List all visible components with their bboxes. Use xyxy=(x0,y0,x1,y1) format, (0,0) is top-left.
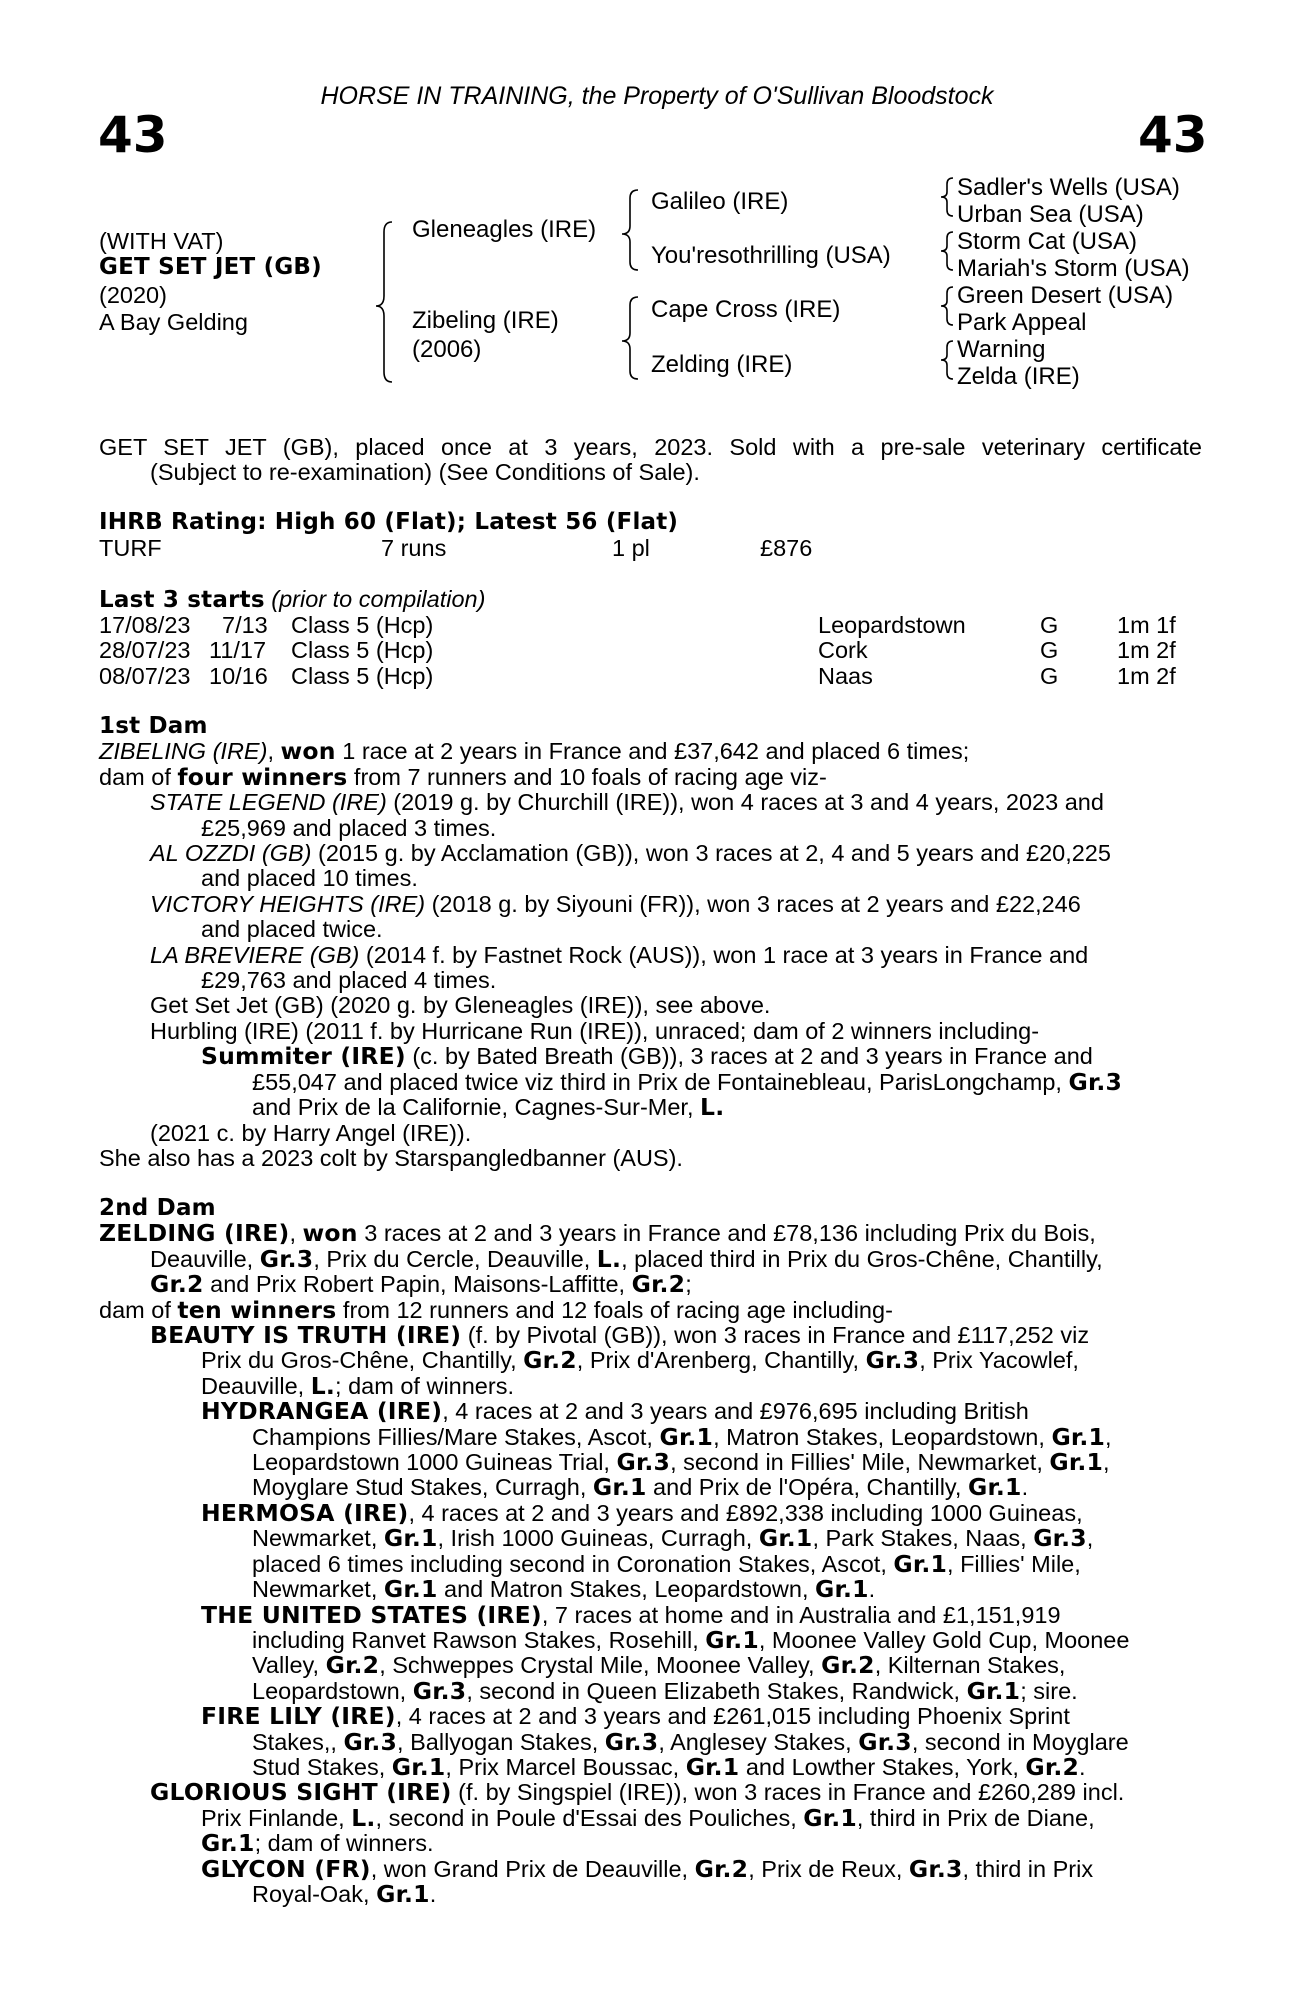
produce-name: GLORIOUS SIGHT (IRE) xyxy=(150,1778,452,1807)
second-dam-name: ZELDING (IRE) xyxy=(99,1219,290,1248)
pedigree-g3-4: Mariah's Storm (USA) xyxy=(957,255,1190,282)
start-date: 08/07/23 xyxy=(99,663,191,689)
produce-name: Summiter (IRE) xyxy=(201,1042,406,1071)
produce-note: She also has a 2023 colt by Starspangledbanner (AUS). xyxy=(99,1144,683,1171)
pedigree-dam-sire: Cape Cross (IRE) xyxy=(651,296,841,323)
vat-label: (WITH VAT) xyxy=(99,228,224,254)
pedigree-sire-dam: You'resothrilling (USA) xyxy=(651,242,891,269)
rating-surface: TURF xyxy=(99,535,162,561)
lot-number-right: 43 xyxy=(1138,106,1208,164)
start-class: Class 5 (Hcp) xyxy=(291,637,434,663)
start-class: Class 5 (Hcp) xyxy=(291,612,434,638)
pedigree-sire: Gleneagles (IRE) xyxy=(412,216,597,243)
rating-runs: 7 runs xyxy=(381,535,447,561)
produce-name: HERMOSA (IRE) xyxy=(201,1498,409,1527)
produce-entry: (2021 c. by Harry Angel (IRE)). xyxy=(150,1119,472,1146)
grand-produce-entry: FIRE LILY (IRE), 4 races at 2 and 3 years and £261,015 including Phoenix Sprint Stakes,, Gr.3, Ballyogan Stakes, Gr.3, Anglesey Stakes, Gr.3, second in Moyglare Stud Stakes, Gr.1, Prix Marcel Boussac, Gr.1 and Lowther Stakes, York, Gr.2. xyxy=(201,1702,1129,1781)
rating-earnings: £876 xyxy=(760,535,813,561)
grand-produce-entry: Summiter (IRE) (c. by Bated Breath (GB)), 3 races at 2 and 3 years in France and £55,047 and placed twice viz third in Prix de Fontainebleau, ParisLongchamp, Gr.3 and Prix de la Californie, Cagnes-Sur-Mer, L. xyxy=(201,1042,1123,1122)
pedigree-g3-7: Warning xyxy=(957,336,1046,363)
produce-name: THE UNITED STATES (IRE) xyxy=(201,1600,542,1629)
pedigree-g3-1: Sadler's Wells (USA) xyxy=(957,174,1180,201)
grand-produce-entry: GLYCON (FR), won Grand Prix de Deauville, Gr.2, Prix de Reux, Gr.3, third in Prix Royal-Oak, Gr.1. xyxy=(201,1854,1094,1908)
produce-name: STATE LEGEND (IRE) xyxy=(150,789,387,816)
start-course: Cork xyxy=(818,637,868,663)
pedigree-g3-3: Storm Cat (USA) xyxy=(957,228,1138,255)
page-header: HORSE IN TRAINING, the Property of O'Sullivan Bloodstock xyxy=(320,82,994,110)
first-dam-heading: 1st Dam xyxy=(99,713,208,739)
produce-name: LA BREVIERE (GB) xyxy=(150,941,360,968)
start-course: Leopardstown xyxy=(818,612,966,638)
start-course: Naas xyxy=(818,663,873,689)
first-dam-section xyxy=(99,714,1202,1171)
start-position: 11/17 xyxy=(209,637,267,663)
start-distance: 1m 2f xyxy=(1117,637,1176,663)
pedigree-sire-sire: Galileo (IRE) xyxy=(651,188,789,215)
rating-heading: IHRB Rating: High 60 (Flat); Latest 56 (Flat) xyxy=(99,509,679,535)
start-position: 10/16 xyxy=(209,663,268,689)
first-dam-name: ZIBELING (IRE) xyxy=(99,738,268,765)
second-dam-record: ZELDING (IRE), won 3 races at 2 and 3 years in France and £78,136 including Prix du Bois, Deauville, Gr.3, Prix du Cercle, Deauville, L., placed third in Prix du Gros-Chêne, Chantilly, Gr.2 and Prix Robert Papin, Maisons-Laffitte, Gr.2; xyxy=(99,1219,1103,1299)
produce-name: AL OZZDI (GB) xyxy=(150,840,312,867)
last-starts-heading: Last 3 starts xyxy=(99,587,265,613)
summary xyxy=(99,435,1202,486)
start-going: G xyxy=(1040,663,1059,689)
start-distance: 1m 1f xyxy=(1117,612,1176,638)
horse-year: (2020) xyxy=(99,282,167,308)
grade-label: L. xyxy=(700,1093,725,1122)
winners-count: four winners xyxy=(177,762,348,791)
horse-description: A Bay Gelding xyxy=(99,309,248,335)
produce-entry: LA BREVIERE (GB) (2014 f. by Fastnet Rock (AUS)), won 1 race at 3 years in France and £29,763 and placed 4 times. xyxy=(150,941,1089,994)
first-dam-produce: dam of four winners from 7 runners and 10 foals of racing age viz- xyxy=(99,762,827,791)
grand-produce-entry: HYDRANGEA (IRE), 4 races at 2 and 3 years and £976,695 including British Champions Fillies/Mare Stakes, Ascot, Gr.1, Matron Stakes, Leopardstown, Gr.1, Leopardstown 1000 Guineas Trial, Gr.3, second in Fillies' Mile, Newmarket, Gr.1, Moyglare Stud Stakes, Curragh, Gr.1 and Prix de l'Opéra, Chantilly, Gr.1. xyxy=(201,1397,1112,1502)
start-going: G xyxy=(1040,637,1059,663)
second-dam-produce: dam of ten winners from 12 runners and 12 foals of racing age including- xyxy=(99,1295,893,1324)
start-class: Class 5 (Hcp) xyxy=(291,663,434,689)
pedigree-dam: Zibeling (IRE) xyxy=(412,307,559,334)
second-dam-heading: 2nd Dam xyxy=(99,1195,216,1221)
last-starts-note: (prior to compilation) xyxy=(271,586,486,612)
produce-entry: GLORIOUS SIGHT (IRE) (f. by Singspiel (IRE)), won 3 races in France and £260,289 incl. Prix Finlande, L., second in Poule d'Essai des Pouliches, Gr.1, third in Prix de Diane, Gr.1; dam of winners. xyxy=(150,1778,1125,1858)
produce-entry: AL OZZDI (GB) (2015 g. by Acclamation (GB)), won 3 races at 2, 4 and 5 years and £20,225 and placed 10 times. xyxy=(150,840,1111,892)
produce-entry: VICTORY HEIGHTS (IRE) (2018 g. by Siyouni (FR)), won 3 races at 2 years and £22,246 and placed twice. xyxy=(150,890,1081,943)
produce-name: VICTORY HEIGHTS (IRE) xyxy=(150,890,426,917)
summary-line-2: (Subject to re-examination) (See Conditions of Sale). xyxy=(150,459,700,486)
produce-entry: Get Set Jet (GB) (2020 g. by Gleneagles (IRE)), see above. xyxy=(150,992,771,1019)
pedigree-g3-8: Zelda (IRE) xyxy=(957,363,1080,390)
start-distance: 1m 2f xyxy=(1117,663,1176,689)
first-dam-record: 1 race at 2 years in France and £37,642 and placed 6 times; xyxy=(335,738,970,765)
last-starts-heading-row xyxy=(99,587,485,613)
start-date: 28/07/23 xyxy=(99,637,191,663)
pedigree-g3-6: Park Appeal xyxy=(957,309,1087,336)
won-label: won xyxy=(280,737,336,766)
produce-name: GLYCON (FR) xyxy=(201,1854,371,1883)
start-position: 7/13 xyxy=(222,612,268,638)
produce-entry: BEAUTY IS TRUTH (IRE) (f. by Pivotal (GB)), won 3 races in France and £117,252 viz Prix du Gros-Chêne, Chantilly, Gr.2, Prix d'Arenberg, Chantilly, Gr.3, Prix Yacowlef, Deauville, L.; dam of winners. xyxy=(150,1321,1090,1400)
grade-label: Gr.3 xyxy=(1068,1067,1123,1096)
produce-name: HYDRANGEA (IRE) xyxy=(201,1397,443,1426)
lot-number-left: 43 xyxy=(98,106,168,164)
first-dam-intro: ZIBELING (IRE), won 1 race at 2 years in France and £37,642 and placed 6 times; xyxy=(99,737,970,766)
pedigree-dam-dam: Zelding (IRE) xyxy=(651,351,793,378)
grand-produce-entry: THE UNITED STATES (IRE), 7 races at home and in Australia and £1,151,919 including Ranvet Rawson Stakes, Rosehill, Gr.1, Moonee Valley Gold Cup, Moonee Valley, Gr.2, Schweppes Crystal Mile, Moonee Valley, Gr.2, Kilternan Stakes, Leopardstown, Gr.3, second in Queen Elizabeth Stakes, Randwick, Gr.1; sire. xyxy=(201,1600,1130,1705)
summary-line-1: GET SET JET (GB), placed once at 3 years, 2023. Sold with a pre-sale veterinary certificate xyxy=(99,434,1202,460)
grand-produce-entry: HERMOSA (IRE), 4 races at 2 and 3 years and £892,338 including 1000 Guineas, Newmarket, Gr.1, Irish 1000 Guineas, Curragh, Gr.1, Park Stakes, Naas, Gr.3, placed 6 times including second in Coronation Stakes, Ascot, Gr.1, Fillies' Mile, Newmarket, Gr.1 and Matron Stakes, Leopardstown, Gr.1. xyxy=(201,1498,1094,1604)
start-going: G xyxy=(1040,612,1059,638)
second-dam-section xyxy=(99,1196,1202,1907)
produce-name: FIRE LILY (IRE) xyxy=(201,1702,396,1731)
start-date: 17/08/23 xyxy=(99,612,191,638)
pedigree-dam-year: (2006) xyxy=(412,336,482,363)
produce-entry: STATE LEGEND (IRE) (2019 g. by Churchill (IRE)), won 4 races at 3 and 4 years, 2023 and £25,969 and placed 3 times. xyxy=(150,789,1104,841)
rating-placed: 1 pl xyxy=(612,535,650,561)
horse-name: GET SET JET (GB) xyxy=(99,254,322,280)
pedigree-g3-5: Green Desert (USA) xyxy=(957,282,1174,309)
winners-count: ten winners xyxy=(177,1295,337,1324)
produce-name: BEAUTY IS TRUTH (IRE) xyxy=(150,1321,462,1350)
pedigree-g3-2: Urban Sea (USA) xyxy=(957,201,1144,228)
produce-entry: Hurbling (IRE) (2011 f. by Hurricane Run (IRE)), unraced; dam of 2 winners including- xyxy=(150,1017,1040,1044)
